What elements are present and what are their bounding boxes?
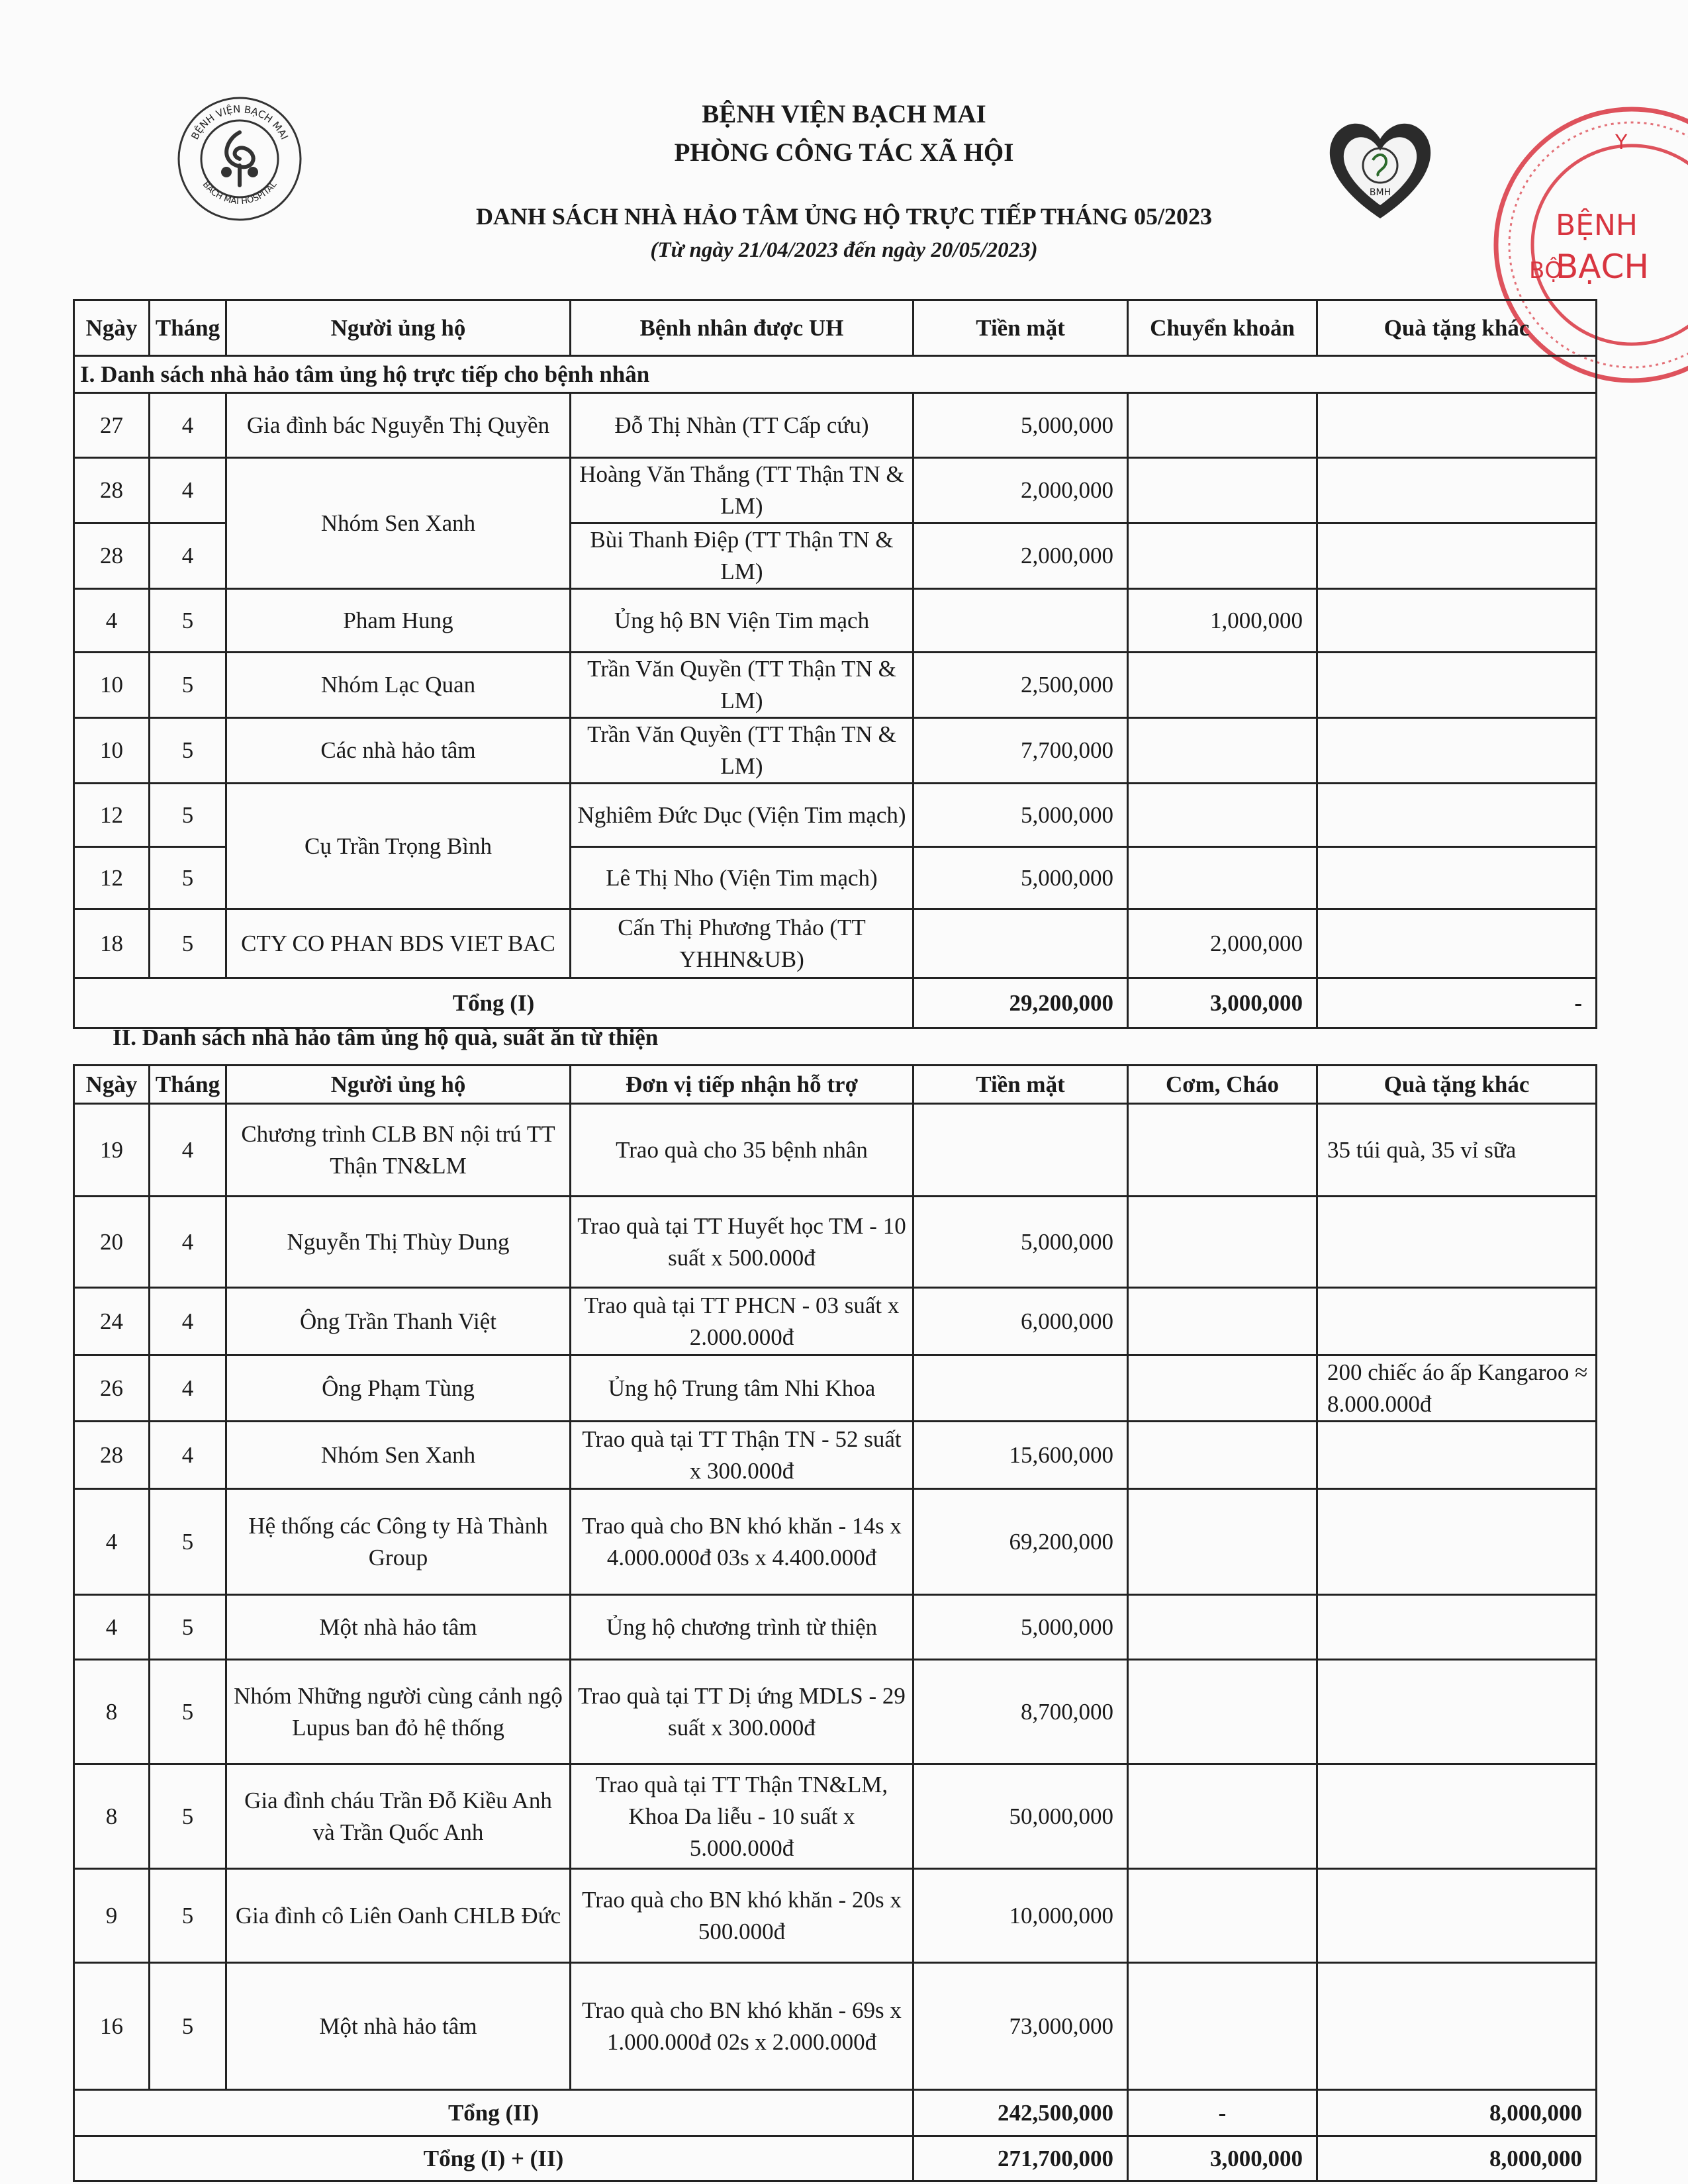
cell-day: 28 (74, 1422, 150, 1489)
cell-other (1317, 847, 1597, 909)
cell-donor: Nhóm Sen Xanh (226, 1422, 571, 1489)
header-meal: Cơm, Cháo (1128, 1066, 1317, 1104)
cell-other (1317, 1764, 1597, 1869)
cell-cash: 10,000,000 (914, 1869, 1128, 1963)
cell-cash: 50,000,000 (914, 1764, 1128, 1869)
cell-cash: 2,500,000 (914, 653, 1128, 718)
hospital-name: BỆNH VIỆN BẠCH MAI (702, 100, 986, 128)
cell-month: 5 (150, 1660, 226, 1764)
cell-recipient: Đỗ Thị Nhàn (TT Cấp cứu) (571, 393, 914, 458)
table2-header-row (74, 1066, 1597, 1104)
cell-recipient: Hoàng Văn Thắng (TT Thận TN & LM) (571, 458, 914, 523)
cell-cash: 69,200,000 (914, 1489, 1128, 1595)
header-month: Tháng (150, 300, 226, 356)
cell-donor: Ông Trần Thanh Việt (226, 1288, 571, 1355)
cell-transfer: 2,000,000 (1128, 909, 1317, 978)
cell-donor: Ông Phạm Tùng (226, 1355, 571, 1422)
cell-month: 5 (150, 909, 226, 978)
cell-meal (1128, 1355, 1317, 1422)
table-row (74, 1963, 1597, 2090)
cell-month: 5 (150, 1963, 226, 2090)
table-row (74, 589, 1597, 653)
table-row (74, 1355, 1597, 1422)
grand-total-other: 8,000,000 (1317, 2136, 1597, 2181)
grand-total-meal: 3,000,000 (1128, 2136, 1317, 2181)
cell-other (1317, 523, 1597, 589)
cell-month: 4 (150, 458, 226, 523)
cell-transfer (1128, 458, 1317, 523)
cell-day: 27 (74, 393, 150, 458)
table-row (74, 909, 1597, 978)
cell-unit: Trao quà cho 35 bệnh nhân (571, 1104, 914, 1197)
header-cash: Tiền mặt (914, 300, 1128, 356)
cell-meal (1128, 1288, 1317, 1355)
cell-meal (1128, 1489, 1317, 1595)
cell-transfer (1128, 718, 1317, 784)
table-row (74, 1660, 1597, 1764)
cell-day: 4 (74, 589, 150, 653)
hospital-logo-icon (173, 93, 306, 225)
cell-transfer (1128, 847, 1317, 909)
cell-other (1317, 1869, 1597, 1963)
cell-donor: Nhóm Những người cùng cảnh ngộ Lupus ban đỏ hệ thống (226, 1660, 571, 1764)
cell-other (1317, 1660, 1597, 1764)
direct-donation-table (73, 299, 1597, 1029)
header-day: Ngày (74, 1066, 150, 1104)
grand-total-label: Tổng (I) + (II) (74, 2136, 914, 2181)
total-1-label: Tổng (I) (74, 978, 914, 1028)
total-2-cash: 242,500,000 (914, 2090, 1128, 2136)
cell-other (1317, 653, 1597, 718)
header-cash: Tiền mặt (914, 1066, 1128, 1104)
cell-meal (1128, 1422, 1317, 1489)
table-row (74, 1422, 1597, 1489)
social-work-logo-icon (1317, 113, 1443, 225)
cell-cash: 5,000,000 (914, 847, 1128, 909)
cell-donor: Các nhà hảo tâm (226, 718, 571, 784)
cell-day: 9 (74, 1869, 150, 1963)
logo-text-bottom: BACH MAI HOSPITAL (200, 179, 279, 207)
cell-donor: Hệ thống các Công ty Hà Thành Group (226, 1489, 571, 1595)
cell-unit: Ủng hộ Trung tâm Nhi Khoa (571, 1355, 914, 1422)
cell-month: 4 (150, 1104, 226, 1197)
cell-transfer (1128, 784, 1317, 847)
table-row (74, 718, 1597, 784)
table-row (74, 458, 1597, 523)
cell-cash (914, 909, 1128, 978)
cell-donor: Nhóm Lạc Quan (226, 653, 571, 718)
cell-other (1317, 784, 1597, 847)
table-row (74, 653, 1597, 718)
cell-month: 5 (150, 784, 226, 847)
cell-day: 8 (74, 1660, 150, 1764)
total-1-other: - (1317, 978, 1597, 1028)
cell-meal (1128, 1963, 1317, 2090)
cell-other (1317, 1595, 1597, 1660)
cell-day: 19 (74, 1104, 150, 1197)
total-2-meal: - (1128, 2090, 1317, 2136)
cell-recipient: Lê Thị Nho (Viện Tim mạch) (571, 847, 914, 909)
cell-donor: Gia đình cháu Trần Đỗ Kiều Anh và Trần Quốc Anh (226, 1764, 571, 1869)
section-1-title: I. Danh sách nhà hảo tâm ủng hộ trực tiếp cho bệnh nhân (74, 356, 1597, 393)
cell-meal (1128, 1197, 1317, 1288)
cell-cash: 6,000,000 (914, 1288, 1128, 1355)
table-row (74, 1197, 1597, 1288)
cell-day: 24 (74, 1288, 150, 1355)
grand-total-row (74, 2136, 1597, 2181)
table2-total-row (74, 2090, 1597, 2136)
department-name: PHÒNG CÔNG TÁC XÃ HỘI (674, 138, 1014, 167)
cell-cash: 7,700,000 (914, 718, 1128, 784)
cell-unit: Trao quà cho BN khó khăn - 69s x 1.000.000đ 02s x 2.000.000đ (571, 1963, 914, 2090)
cell-cash: 2,000,000 (914, 523, 1128, 589)
cell-day: 10 (74, 718, 150, 784)
cell-cash: 5,000,000 (914, 784, 1128, 847)
cell-donor: Một nhà hảo tâm (226, 1963, 571, 2090)
total-1-transfer: 3,000,000 (1128, 978, 1317, 1028)
cell-donor: Cụ Trần Trọng Bình (226, 784, 571, 909)
document-title: DANH SÁCH NHÀ HẢO TÂM ỦNG HỘ TRỰC TIẾP THÁNG 05/2023 (475, 203, 1213, 230)
cell-other (1317, 718, 1597, 784)
table-row (74, 784, 1597, 847)
table1-section-row (74, 356, 1597, 393)
cell-donor: CTY CO PHAN BDS VIET BAC (226, 909, 571, 978)
cell-transfer (1128, 393, 1317, 458)
cell-unit: Trao quà tại TT Huyết học TM - 10 suất x 500.000đ (571, 1197, 914, 1288)
cell-month: 5 (150, 718, 226, 784)
header-other: Quà tặng khác (1317, 300, 1597, 356)
cell-day: 4 (74, 1489, 150, 1595)
cell-day: 26 (74, 1355, 150, 1422)
stamp-text-1: BỆNH (1556, 208, 1638, 242)
cell-meal (1128, 1764, 1317, 1869)
cell-month: 4 (150, 523, 226, 589)
cell-cash: 5,000,000 (914, 1595, 1128, 1660)
cell-other (1317, 589, 1597, 653)
cell-other (1317, 1288, 1597, 1355)
cell-other (1317, 393, 1597, 458)
cell-unit: Trao quà tại TT Dị ứng MDLS - 29 suất x 300.000đ (571, 1660, 914, 1764)
table-row (74, 393, 1597, 458)
header-other: Quà tặng khác (1317, 1066, 1597, 1104)
cell-transfer (1128, 653, 1317, 718)
cell-recipient: Trần Văn Quyền (TT Thận TN & LM) (571, 718, 914, 784)
cell-recipient: Nghiêm Đức Dục (Viện Tim mạch) (571, 784, 914, 847)
table-row (74, 1104, 1597, 1197)
cell-month: 5 (150, 847, 226, 909)
cell-cash: 5,000,000 (914, 1197, 1128, 1288)
cell-other: 35 túi quà, 35 vỉ sữa (1317, 1104, 1597, 1197)
cell-unit: Trao quà cho BN khó khăn - 14s x 4.000.000đ 03s x 4.400.000đ (571, 1489, 914, 1595)
grand-total-cash: 271,700,000 (914, 2136, 1128, 2181)
cell-donor: Một nhà hảo tâm (226, 1595, 571, 1660)
cell-unit: Trao quà tại TT Thận TN&LM, Khoa Da liễu - 10 suất x 5.000.000đ (571, 1764, 914, 1869)
table1-total-row (74, 978, 1597, 1028)
cell-cash: 15,600,000 (914, 1422, 1128, 1489)
total-2-label: Tổng (II) (74, 2090, 914, 2136)
cell-cash: 5,000,000 (914, 393, 1128, 458)
cell-month: 5 (150, 1595, 226, 1660)
cell-month: 4 (150, 1422, 226, 1489)
cell-month: 5 (150, 589, 226, 653)
stamp-text-2: BẠCH (1556, 248, 1650, 286)
table1-header-row (74, 300, 1597, 356)
cell-day: 16 (74, 1963, 150, 2090)
header-unit: Đơn vị tiếp nhận hỗ trợ (571, 1066, 914, 1104)
cell-cash: 73,000,000 (914, 1963, 1128, 2090)
header-donor: Người ủng hộ (226, 1066, 571, 1104)
cell-recipient: Cấn Thị Phương Thảo (TT YHHN&UB) (571, 909, 914, 978)
cell-donor: Gia đình bác Nguyễn Thị Quyền (226, 393, 571, 458)
table-row (74, 1764, 1597, 1869)
cell-other: 200 chiếc áo ấp Kangaroo ≈ 8.000.000đ (1317, 1355, 1597, 1422)
header-donor: Người ủng hộ (226, 300, 571, 356)
total-1-cash: 29,200,000 (914, 978, 1128, 1028)
cell-transfer (1128, 523, 1317, 589)
document-subtitle: (Từ ngày 21/04/2023 đến ngày 20/05/2023) (650, 238, 1038, 262)
table-row (74, 1489, 1597, 1595)
cell-recipient: Ủng hộ BN Viện Tim mạch (571, 589, 914, 653)
cell-donor: Nguyễn Thị Thùy Dung (226, 1197, 571, 1288)
cell-cash: 2,000,000 (914, 458, 1128, 523)
cell-month: 4 (150, 393, 226, 458)
cell-unit: Trao quà tại TT Thận TN - 52 suất x 300.000đ (571, 1422, 914, 1489)
cell-transfer: 1,000,000 (1128, 589, 1317, 653)
cell-month: 4 (150, 1288, 226, 1355)
cell-other (1317, 1963, 1597, 2090)
cell-other (1317, 909, 1597, 978)
cell-month: 5 (150, 653, 226, 718)
cell-other (1317, 1422, 1597, 1489)
cell-meal (1128, 1104, 1317, 1197)
section-2-title: II. Danh sách nhà hảo tâm ủng hộ quà, suất ăn từ thiện (113, 1024, 659, 1050)
cell-donor: Chương trình CLB BN nội trú TT Thận TN&LM (226, 1104, 571, 1197)
logo-text-top: BỆNH VIỆN BẠCH MAI (189, 103, 291, 142)
cell-month: 5 (150, 1764, 226, 1869)
cell-day: 4 (74, 1595, 150, 1660)
cell-meal (1128, 1595, 1317, 1660)
cell-day: 28 (74, 523, 150, 589)
cell-donor: Nhóm Sen Xanh (226, 458, 571, 589)
logo-right-text: BMH (1369, 187, 1391, 198)
table-row (74, 1869, 1597, 1963)
header-day: Ngày (74, 300, 150, 356)
cell-unit: Trao quà tại TT PHCN - 03 suất x 2.000.000đ (571, 1288, 914, 1355)
cell-day: 12 (74, 847, 150, 909)
cell-donor: Gia đình cô Liên Oanh CHLB Đức (226, 1869, 571, 1963)
cell-month: 4 (150, 1197, 226, 1288)
cell-day: 20 (74, 1197, 150, 1288)
cell-month: 4 (150, 1355, 226, 1422)
total-2-other: 8,000,000 (1317, 2090, 1597, 2136)
stamp-side-text: BỘ (1529, 257, 1563, 284)
header-recipient: Bệnh nhân được UH (571, 300, 914, 356)
table-row (74, 1595, 1597, 1660)
cell-day: 12 (74, 784, 150, 847)
cell-recipient: Bùi Thanh Điệp (TT Thận TN & LM) (571, 523, 914, 589)
cell-cash (914, 1104, 1128, 1197)
cell-donor: Pham Hung (226, 589, 571, 653)
header-transfer: Chuyển khoản (1128, 300, 1317, 356)
cell-cash: 8,700,000 (914, 1660, 1128, 1764)
cell-unit: Ủng hộ chương trình từ thiện (571, 1595, 914, 1660)
cell-meal (1128, 1869, 1317, 1963)
cell-other (1317, 458, 1597, 523)
gift-donation-table (73, 1064, 1597, 2182)
cell-cash (914, 589, 1128, 653)
cell-day: 8 (74, 1764, 150, 1869)
table-row (74, 1288, 1597, 1355)
cell-day: 18 (74, 909, 150, 978)
cell-other (1317, 1197, 1597, 1288)
cell-cash (914, 1355, 1128, 1422)
cell-month: 5 (150, 1869, 226, 1963)
cell-other (1317, 1489, 1597, 1595)
stamp-top-text: Y (1615, 131, 1628, 154)
cell-month: 5 (150, 1489, 226, 1595)
cell-meal (1128, 1660, 1317, 1764)
header-month: Tháng (150, 1066, 226, 1104)
cell-unit: Trao quà cho BN khó khăn - 20s x 500.000đ (571, 1869, 914, 1963)
cell-recipient: Trần Văn Quyền (TT Thận TN & LM) (571, 653, 914, 718)
cell-day: 28 (74, 458, 150, 523)
cell-day: 10 (74, 653, 150, 718)
